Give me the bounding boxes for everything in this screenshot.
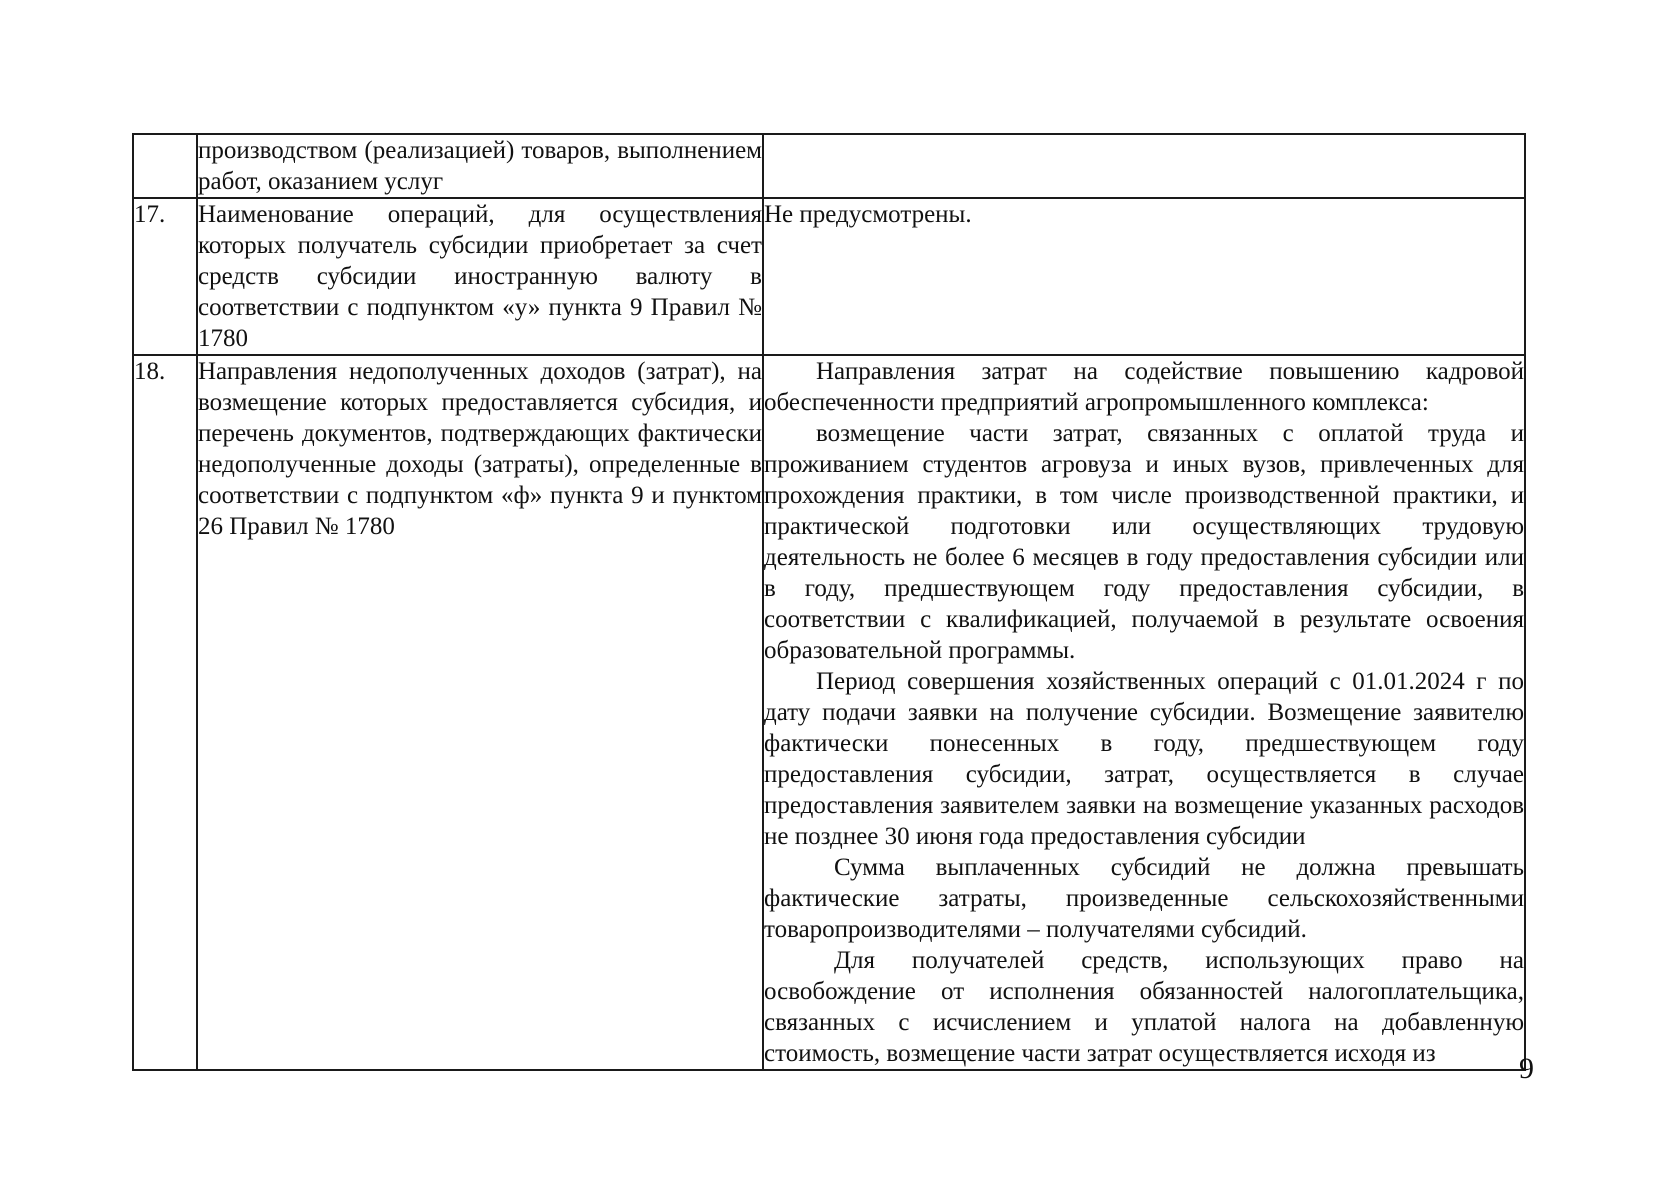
paragraph: Сумма выплаченных субсидий не должна превышать фактические затраты, произведенные сельскохозяйственными товаропроизводителями – получателями субсидий. <box>764 854 1524 943</box>
table-row-17 <box>133 198 1525 355</box>
paragraph: Период совершения хозяйственных операций с 01.01.2024 г по дату подачи заявки на получение субсидии. Возмещение заявителю фактически понесенных в году, предшествующем году предоставления субсидии, затрат, осуществляется в случае предоставления заявителем заявки на возмещение указанных расходов не позднее 30 июня года предоставления субсидии <box>764 668 1524 850</box>
row-description-cell: Направления недополученных доходов (затрат), на возмещение которых предоставляется субсидия, и перечень документов, подтверждающих фактически недополученные доходы (затраты), определенные в соответствии с подпунктом «ф» пункта 9 и пунктом 26 Правил № 1780 <box>197 355 763 1070</box>
row-number-cell: 18. <box>133 355 197 1070</box>
document-table <box>132 133 1526 1071</box>
table-row-18 <box>133 355 1525 1070</box>
paragraph: возмещение части затрат, связанных с оплатой труда и проживанием студентов агровуза и иных вузов, привлеченных для прохождения практики, в том числе производственной практики, и практической подготовки или осуществляющих трудовую деятельность не более 6 месяцев в году предоставления субсидии или в году, предшествующем году предоставления субсидии, в соответствии с квалификацией, получаемой в результате освоения образовательной программы. <box>764 420 1524 664</box>
row-value-cell <box>763 355 1525 1070</box>
paragraph: Для получателей средств, использующих право на освобождение от исполнения обязанностей налогоплательщика, связанных с исчислением и уплатой налога на добавленную стоимость, возмещение части затрат осуществляется исходя из <box>764 947 1524 1067</box>
row-value-cell: Не предусмотрены. <box>763 198 1525 355</box>
row-description-cell: производством (реализацией) товаров, выполнением работ, оказанием услуг <box>197 134 763 198</box>
row-value-cell <box>763 134 1525 198</box>
table-row-continuation <box>133 134 1525 198</box>
paragraph: Направления затрат на содействие повышению кадровой обеспеченности предприятий агропромышленного комплекса: <box>764 358 1524 416</box>
page-number: 9 <box>1519 1052 1534 1085</box>
row-number-cell <box>133 134 197 198</box>
row-number-cell: 17. <box>133 198 197 355</box>
row-description-cell: Наименование операций, для осуществления которых получатель субсидии приобретает за счет средств субсидии иностранную валюту в соответствии с подпунктом «у» пункта 9 Правил № 1780 <box>197 198 763 355</box>
